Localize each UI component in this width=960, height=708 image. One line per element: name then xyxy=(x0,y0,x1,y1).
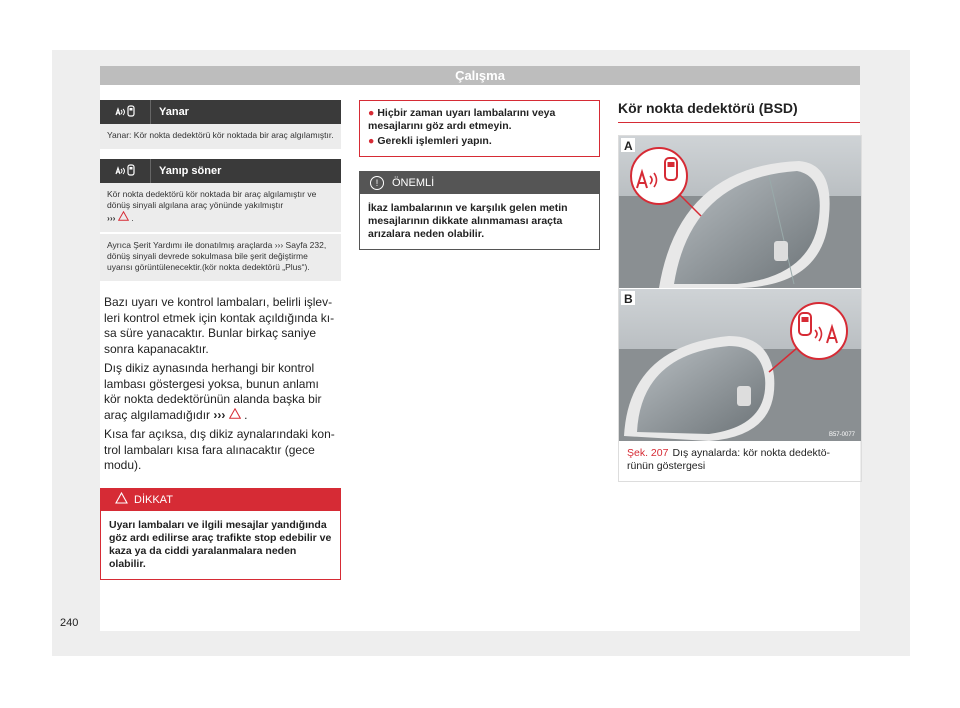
status-note: Ayrıca Şerit Yardımı ile donatılmış araçlarda ››› Sayfa 232, dönüş sinyali devrede sokulmasa bile şerit değiştirme uyarısı görüntülenecektir.(kör nokta dedektörü „Plus“). xyxy=(100,232,341,281)
panel-a-label: A xyxy=(624,139,633,153)
cross-reference-link[interactable]: ››› xyxy=(107,213,116,223)
figure-caption: Şek. 207 Dış aynalarda: kör nokta dedektörünün göstergesi xyxy=(627,447,831,472)
status-text: Yanar: Kör nokta dedektörü kör noktada bir araç algılamıştır. xyxy=(100,124,341,149)
mirror-illustration xyxy=(619,136,861,441)
cross-reference-link[interactable]: ››› xyxy=(213,407,226,422)
status-row-flashing xyxy=(100,159,341,281)
figure xyxy=(618,135,862,482)
status-title: Yanıp söner xyxy=(159,165,222,177)
bullet-box xyxy=(359,100,600,157)
panel-b-label: B xyxy=(624,292,633,306)
notice-label: ÖNEMLİ xyxy=(392,177,435,189)
section-title: Kör nokta dedektörü (BSD) xyxy=(618,100,860,123)
status-text: Kör nokta dedektörü kör noktada bir araç algılamıştır ve dönüş sinyali algılana araç yönünde yakılmıştır ››› . xyxy=(100,183,341,232)
right-column xyxy=(618,100,860,482)
middle-column xyxy=(359,100,600,250)
caution-box xyxy=(100,488,341,580)
status-title: Yanar xyxy=(159,106,189,118)
notice-box xyxy=(359,171,600,250)
list-item: ● Gerekli işlemleri yapın. xyxy=(368,135,492,147)
blind-spot-lamp-icon xyxy=(100,159,151,183)
blind-spot-lamp-icon xyxy=(100,100,151,124)
warning-triangle-icon xyxy=(118,213,131,223)
caution-label: DİKKAT xyxy=(134,493,173,506)
figure-reference: Şek. 207 xyxy=(627,447,669,459)
warning-triangle-icon xyxy=(115,492,128,507)
page-header: Çalışma xyxy=(100,66,860,85)
paragraph: Dış dikiz aynasında herhangi bir kontrol lambası göstergesi yoksa, bunun anlamı kör nokta dedektörünün alanda başka bir araç algılamadığıdır ››› . xyxy=(104,361,322,422)
paragraph: Kısa far açıksa, dış dikiz aynalarındaki kontrol lambaları kısa fara alınacaktır (gece modu). xyxy=(104,427,335,472)
list-item: ● Hiçbir zaman uyarı lambalarını veya mesajlarını göz ardı etmeyin. xyxy=(368,107,556,132)
info-circle-icon: ! xyxy=(370,176,384,190)
figure-code: B57-0077 xyxy=(828,432,855,438)
status-row-on xyxy=(100,100,341,149)
page-number: 240 xyxy=(60,617,79,629)
warning-triangle-icon xyxy=(229,408,244,422)
notice-text: İkaz lambalarının ve karşılık gelen metin mesajlarının dikkate alınmaması araçta arızalara neden olabilir. xyxy=(368,202,568,240)
paragraph: Bazı uyarı ve kontrol lambaları, belirli işlevleri kontrol etmek için kontak açıldığında kısa süre yanacaktır. Bunlar birkaç saniye sonra kapanacaktır. xyxy=(104,295,335,356)
left-column xyxy=(100,100,341,580)
caution-text: Uyarı lambaları ve ilgili mesajlar yandığında göz ardı edilirse araç trafikte stop edebilir ve kaza ya da ciddi yaralanmalara neden olabilir. xyxy=(109,518,332,570)
